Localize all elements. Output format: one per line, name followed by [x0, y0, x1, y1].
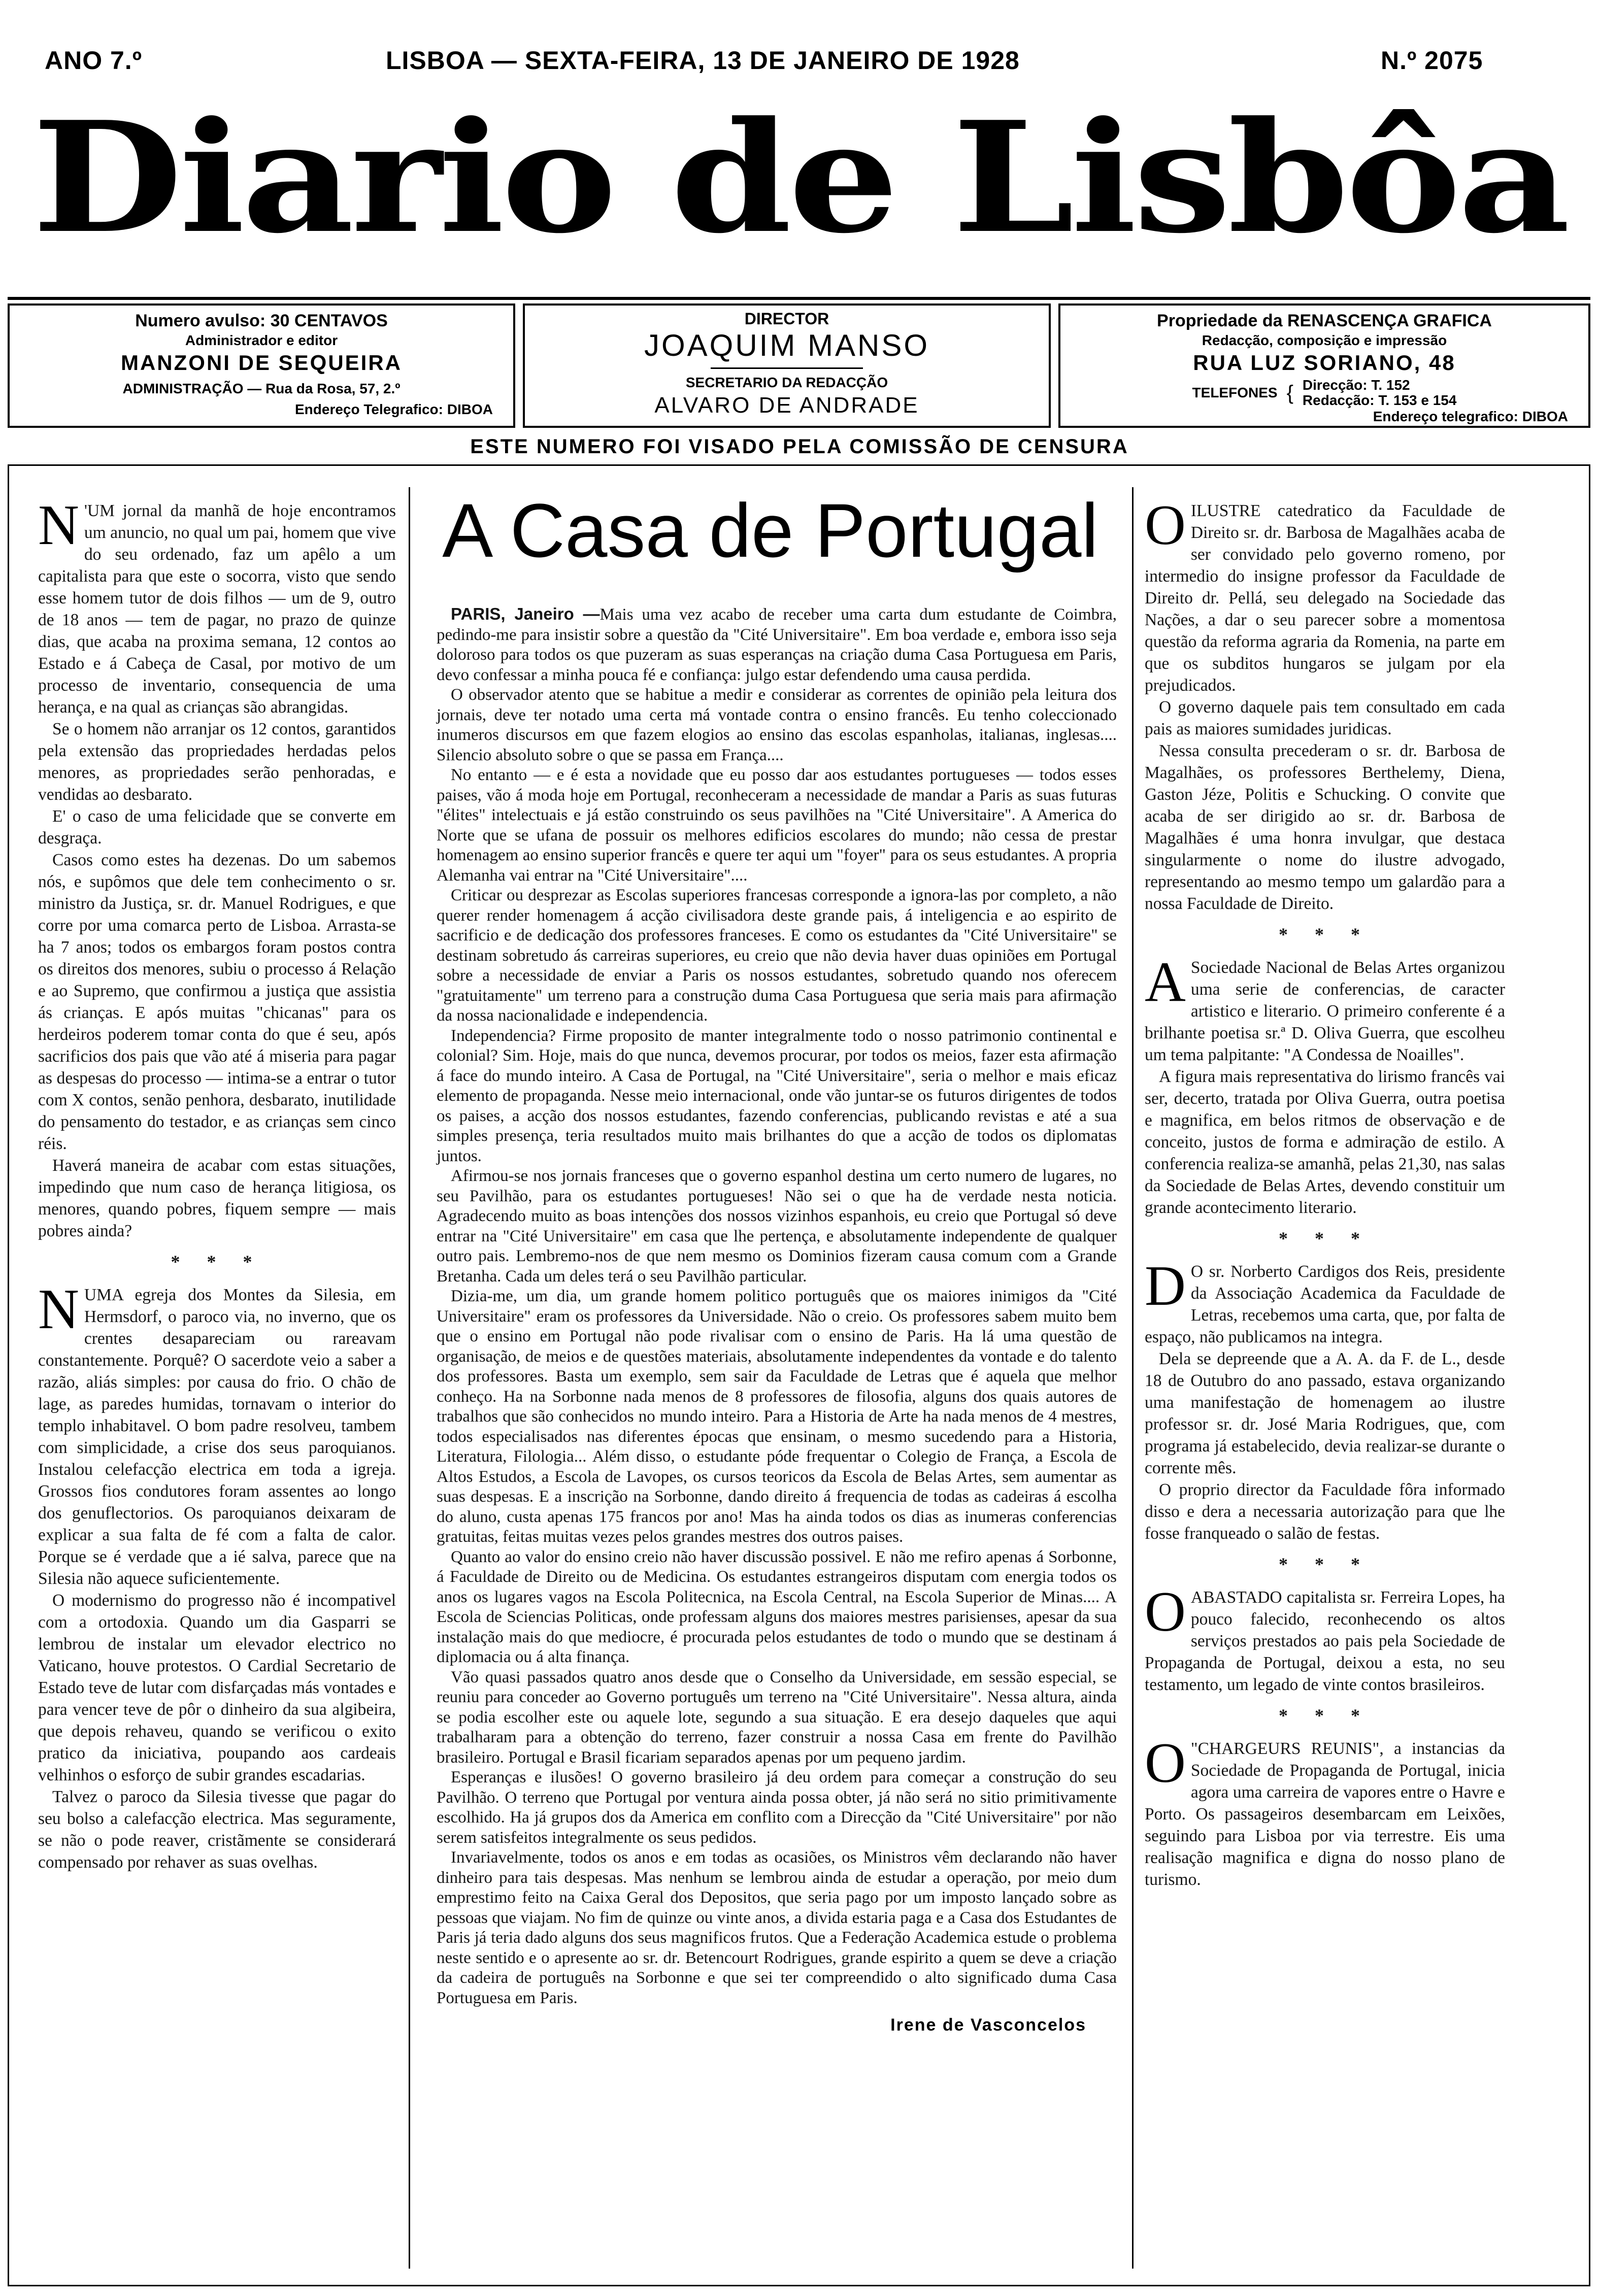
headline: A Casa de Portugal: [442, 488, 1098, 573]
director-name: JOAQUIM MANSO: [644, 328, 930, 362]
paragraph: UMA egreja dos Montes da Silesia, em Hermsdorf, o paroco via, no inverno, que os crentes desapareciam ou rareavam constantemente. Porquê? O sacerdote veio a saber a razão, aliás simples: por causa do frio. O chão de lage, as paredes humidas, tornavam o interior do templo inhabitavel. O bom padre resolveu, tambem com simplicidade, a crise dos seus paroquianos. Instalou celefacção electrica em toda a igreja. Grossos fios condutores foram assentes ao longo dos genuflectorios. Os paroquianos deixaram de explicar a sua falta de fé com a falta de calor. Porque se é verdade que a ié salva, parece que na Silesia não aquece suficientemente.: [38, 1286, 396, 1588]
paragraph: O sr. Norberto Cardigos dos Reis, presidente da Associação Academica da Faculdade de Letras, recebemos uma carta, que, por falta de espaço, não publicamos na integra.: [1145, 1262, 1505, 1346]
editor-role: Administrador e editor: [185, 332, 338, 348]
drop-cap: O: [1145, 1732, 1186, 1795]
drop-cap: A: [1145, 951, 1186, 1014]
info-box-right: [1058, 303, 1590, 428]
paragraph: Quanto ao valor do ensino creio não haver discussão possivel. E não me refiro apenas á Sorbonne, á Faculdade de Direito ou de Medicina. Os estudantes estrangeiros disputam com energia todos os anos os lugares vagos na Escola Politecnica, na Escola Central, na Escola Superior de Minas.... A Escola de Sciencias Politicas, onde professam alguns dos maiores mestres parisienses, apesar da sua instalação mais do que mediocre, é procurada pelos estudantes de todo o mundo que se destinam á diplomacia ou á alta finança.: [437, 1547, 1117, 1666]
drop-cap: N: [38, 494, 79, 557]
paragraph: Dela se depreende que a A. A. da F. de L., desde 18 de Outubro do ano passado, estava organizando uma manifestação de homenagem ao ilustre professor sr. dr. José Maria Rodrigues, que, com programa já estabelecido, devia realizar-se durante o corrente mês.: [1145, 1349, 1505, 1477]
author-signature: Irene de Vasconcelos: [890, 2015, 1086, 2035]
paragraph: [437, 604, 1117, 685]
secretary-name: ALVARO DE ANDRADE: [654, 393, 919, 418]
info-box-center: [523, 303, 1051, 428]
telegraph-right: Endereço telegrafico: DIBOA: [1373, 409, 1568, 424]
masthead-title: Diario de Lisbôa: [32, 88, 1567, 267]
censorship-notice: ESTE NUMERO FOI VISADO PELA COMISSÃO DE CENSURA: [470, 435, 1129, 458]
masthead-rule: [8, 297, 1590, 300]
phones-brace: {: [1286, 381, 1293, 404]
paragraph: Vão quasi passados quatro anos desde que o Conselho da Universidade, em sessão especial, se reuniu para conceder ao Governo português um terreno na "Cité Universitaire". Nessa altura, ainda se podia escolher este ou aquele lote, segundo a sua situação. E era desejo daqueles que aqui trabalharam para a obtenção do terreno, fazer construir a nossa Casa em frente do Pavilhão brasileiro. Portugal e Brasil ficariam separados apenas por um pequeno jardim.: [437, 1668, 1117, 1767]
issue-number: N.º 2075: [1381, 46, 1483, 75]
section-separator: * * *: [1279, 1228, 1371, 1248]
editor-name: MANZONI DE SEQUEIRA: [120, 351, 403, 375]
article-legacy: [1145, 1580, 1505, 1696]
drop-cap: D: [1145, 1255, 1186, 1318]
paragraph: E' o caso de uma felicidade que se converte em desgraça.: [38, 807, 396, 848]
article-silesia: [38, 1278, 396, 1590]
phones-list: [1303, 378, 1457, 408]
dateline: LISBOA — SEXTA-FEIRA, 13 DE JANEIRO DE 1928: [386, 46, 1020, 75]
paragraph: Esperanças e ilusões! O governo brasileiro já deu ordem para começar a construção do seu Pavilhão. O terreno que Portugal por ventura ainda possa obter, já não será no sitio primitivamente escolhido. Ha já grupos dos da America em conflito com a Direcção da "Cité Universitaire" por não serem satisfeitos integralmente os seus pedidos.: [437, 1768, 1117, 1847]
paragraph-text: Mais uma vez acabo de receber uma carta dum estudante de Coimbra, pedindo-me para insistir sobre a questão da "Cité Universitaire". Em boa verdade e, embora isso seja doloroso para todos os que puzeram as suas esperanças na criação duma Casa Portuguesa em Paris, devo confessar a minha pouca fé e confiança: julgo estar defendendo uma causa perdida.: [437, 605, 1117, 684]
drop-cap: O: [1145, 494, 1186, 557]
paragraph: Talvez o paroco da Silesia tivesse que pagar do seu bolso a calefacção electrica. Mas seguramente, se não o pode reaver, cristãmente se considerará compensado por rehaver as suas ovelhas.: [38, 1787, 396, 1872]
phones-label: TELEFONES: [1192, 385, 1278, 400]
info-box-left: [8, 303, 515, 428]
paragraph: Afirmou-se nos jornais franceses que o governo espanhol destina um certo numero de lugares, no seu Pavilhão, para os estudantes portugueses! Não sei o que ha de verdade nesta noticia. Agradecendo muito as boas intenções dos nossos vizinhos espanhois, eu creio que Portugal só deve entrar na "Cité Universitaire" em casa que lhe pertença, e absolutamente independente de qualquer outro pais. Lembremo-nos de que nem mesmo os Dominios fizeram causa comum com a Grande Bretanha. Cada um deles terá o seu Pavilhão particular.: [437, 1167, 1117, 1286]
paragraph: O proprio director da Faculdade fôra informado disso e dera a necessaria autorização para que lhe fosse franqueado o salão de festas.: [1145, 1480, 1505, 1543]
paragraph: O governo daquele pais tem consultado em cada pais as maiores sumidades juridicas.: [1145, 698, 1505, 738]
paragraph: Se o homem não arranjar os 12 contos, garantidos pela extensão das propriedades herdadas pelos menores, as propriedades serão penhoradas, e vendidas ao desbarato.: [38, 720, 396, 804]
paragraph: No entanto — e é esta a novidade que eu posso dar aos estudantes portugueses — todos esses paises, vão á moda hoje em Portugal, reconheceram a necessidade de mandar a Paris as suas futuras "élites" intelectuais e já estão construindo os seus pavilhões na "Cité Universitaire". A America do Norte que se ufana de possuir os melhores edificios escolares do mundo; não cessa de prestar homenagem ao ensino superior francês e quere ter aqui um "foyer" para os seus estudantes. A propria Alemanha vai entrar na "Cité Universitaire"....: [437, 766, 1117, 885]
left-column: [38, 494, 396, 1873]
paragraph: Independencia? Firme proposito de manter integralmente todo o nosso patrimonio continental e colonial? Sim. Hoje, mais do que nunca, devemos procurar, por todos os meios, fazer esta afirmação á face do mundo inteiro. A Casa de Portugal, na "Cité Universitaire", seria o melhor e mais eficaz elemento de propaganda. Nesse meio internacional, onde vão juntar-se os futuros dirigentes de todos os paises, a acção dos nossos estudantes, fazendo conferencias, publicando revistas e até a sua simples presença, teria resultados muito mais brilhantes do que a acção de todos os diplomatas juntos.: [437, 1026, 1117, 1165]
paragraph: "CHARGEURS REUNIS", a instancias da Sociedade de Propaganda de Portugal, inicia agora uma carreira de vapores entre o Havre e Porto. Os passageiros desembarcam em Leixões, seguindo para Lisboa por via terrestre. Eis uma realisação magnifica e digna do nosso plano de turismo.: [1145, 1739, 1505, 1889]
phones-block: [1060, 378, 1588, 408]
paragraph: 'UM jornal da manhã de hoje encontramos um anuncio, no qual um pai, homem que vive do seu ordenado, faz um apêlo a um capitalista para que este o socorra, visto que sendo esse homem tutor de dois filhos — um de 9, outro de 18 anos — tem de pagar, no prazo de quinze dias, que acaba na proxima semana, 12 contos ao Estado e á Cabeça de Casal, por motivo de um processo de inventario, consequencia de uma herança, e na qual as crianças são abrangidas.: [38, 501, 396, 717]
drop-cap: O: [1145, 1580, 1186, 1643]
phone-newsroom: Redacção: T. 153 e 154: [1302, 392, 1457, 408]
telegraph-left: Endereço Telegrafico: DIBOA: [294, 401, 493, 417]
paragraph: A figura mais representativa do lirismo francês vai ser, decerto, tratada por Oliva Guerra, outra poetisa e magnifica, em belos ritmos de observação e de conceito, justos de forma e admiração de estilo. A conferencia realiza-se amanhã, pelas 21,30, nas salas da Sociedade de Belas Artes, devendo constituir um grande acontecimento literario.: [1145, 1067, 1505, 1217]
article-barbosa: [1145, 494, 1505, 696]
article-chargeurs: [1145, 1732, 1505, 1890]
phone-direction: Direcção: T. 152: [1302, 377, 1410, 393]
owner-text: Propriedade da RENASCENÇA GRAFICA: [1157, 311, 1492, 330]
company-address: RUA LUZ SORIANO, 48: [1193, 351, 1456, 375]
paragraph: Dizia-me, um dia, um grande homem politico português que os maiores inimigos da "Cité Universitaire" eram os professores da Universidade. Não o creio. Os professores sabem muito bem que o ensino em Portugal não pode rivalisar com o ensino de Paris. Ha lá uma questão de organisação, de meios e de questões materiais, absolutamente independentes da vontade e do talento dos professores. Basta um exemplo, sem sair da Faculdade de Letras que é aquela que melhor conheço. Ha na Sorbonne nada menos de 8 professores de filosofia, alguns dos quais autores de trabalhos que são conhecidos no mundo inteiro. Para a Historia de Arte ha nada menos de 4 mestres, todos especialisados nas diferentes épocas que ensinam, o mesmo sucedendo para a Historia, Literatura, Filologia... Além disso, o estudante póde frequentar o Colegio de França, a Escola de Altos Estudos, a Escola de Lavopes, os cursos teoricos da Escola de Belas Artes, sem aumentar as suas despesas. E a inscrição na Sorbonne, dando direito á frequencia de todas as cadeiras á escolha do aluno, custa apenas 175 francos por ano! Mas ha ainda todos os dias as inumeras conferencias gratuitas, feitas muitas vezes pelos grandes mestres dos outros paises.: [437, 1287, 1117, 1546]
article-belas-artes: [1145, 951, 1505, 1066]
column-rule-left: [409, 487, 410, 2269]
section-separator: * * *: [171, 1252, 263, 1272]
secretary-label: SECRETARIO DA REDACÇÃO: [685, 375, 888, 390]
year-label: ANO 7.º: [45, 46, 142, 75]
paragraph: Haverá maneira de acabar com estas situações, impedindo que num caso de herança litigiosa, os menores, quando pobres, fiquem sempre — mais pobres ainda?: [38, 1156, 396, 1240]
right-column: [1145, 494, 1505, 1890]
administration-address: ADMINISTRAÇÃO — Rua da Rosa, 57, 2.º: [122, 381, 401, 396]
paragraph: Criticar ou desprezar as Escolas superiores francesas corresponde a ignora-las por completo, a não querer render homenagem á acção civilisadora deste grande pais, á inteligencia e ao espirito de sacrificio e de dedicação dos professores franceses. E como os estudantes da "Cité Universitaire" se destinam sobretudo ás carreiras superiores, eu creio que não devia haver duas opiniões em Portugal sobre a necessidade de enviar a Paris os nossos estudantes, sobretudo quando nos oferecem "gratuitamente" um terreno para a construção duma Casa Portuguesa que seria mais para afirmação da nossa nacionalidade e independencia.: [437, 886, 1117, 1025]
paragraph: Invariavelmente, todos os anos e em todas as ocasiões, os Ministros vêm declarando não haver dinheiro para tais despesas. Mas nenhum se lembrou ainda de estudar a operação, por meio dum emprestimo feito na Caixa Geral dos Depositos, que seria pago por um imposto lançado sobre as pessoas que viajam. No fim de quinze ou vinte anos, a divida estaria paga e a Casa dos Estudantes de Paris já teria dado alguns dos seus magnificos frutos. Que a Federação Academica estude o problema neste sentido e o apresente ao sr. dr. Betencourt Rodrigues, grande espirito a quem se deve a criação da cadeira de português na Sorbonne e que sei ter compreendido o alto significado duma Casa Portuguesa em Paris.: [437, 1848, 1117, 2007]
column-rule-right: [1132, 487, 1134, 2269]
article-associacao: [1145, 1255, 1505, 1348]
paragraph: Nessa consulta precederam o sr. dr. Barbosa de Magalhães, os professores Berthelemy, Diena, Gaston Jéze, Politis e Schucking. O convite que acaba de ser dirigido ao sr. dr. Barbosa de Magalhães é uma honra invulgar, que destaca singularmente o nome do ilustre advogado, representando ao mesmo tempo um galardão para a nossa Faculdade de Direito.: [1145, 741, 1505, 913]
paragraph: O modernismo do progresso não é incompativel com a ortodoxia. Quando um dia Gasparri se lembrou de instalar um elevador electrico no Vaticano, houve protestos. O Cardial Secretario de Estado teve de lutar com disfarçadas más vontades e para vencer teve de pôr o dinheiro da sua algibeira, que depois rehaveu, quando se verificou o exito pratico da iniciativa, poupando aos cardeais velhinhos o esforço de subir grandes escadarias.: [38, 1591, 396, 1784]
paragraph: ILUSTRE catedratico da Faculdade de Direito sr. dr. Barbosa de Magalhães acaba de ser convidado pelo governo romeno, por intermedio do insigne professor da Faculdade de Direito dr. Pellá, seu delegado na Sociedade das Nações, a dar o seu parecer sobre a momentosa questão da reforma agraria da Romenia, na parte em que os subditos hungaros se julgam por ela prejudicados.: [1145, 501, 1505, 695]
section-separator: * * *: [1279, 1554, 1371, 1574]
paragraph: Casos como estes ha dezenas. Do um sabemos nós, e supômos que dele tem conhecimento o sr. ministro da Justiça, sr. dr. Manuel Rodrigues, e que corre por uma comarca perto de Lisboa. Arrasta-se ha 7 anos; todos os embargos foram postos contra os direitos dos menores, subiu o processo á Relação e ao Supremo, que confirmou a justiça que assistia ás crianças. E após muitas "chicanas" para os herdeiros poderem tomar conta do que é seu, após sacrificios dos pais que vão até á miseria para pagar as despesas do processo — intima-se a entrar o tutor com X contos, senão penhora, desbarato, inutilidade do pensamento do testador, e as crianças sem cinco réis.: [38, 851, 396, 1153]
paragraph: Sociedade Nacional de Belas Artes organizou uma serie de conferencias, de caracter artistico e literario. O primeiro conferente é a brilhante poetisa sr.ª D. Oliva Guerra, que escolheu um tema palpitante: "A Condessa de Noailles".: [1145, 958, 1505, 1064]
section-separator: * * *: [1279, 924, 1371, 944]
paragraph: O observador atento que se habitue a medir e considerar as correntes de opinião pela leitura dos jornais, deve ter notado uma certa má vontade contra o ensino francês. Eu tenho coleccionado inumeros discursos em que fazem elogios ao ensino das escolas espanholas, italianas, inglesas.... Silencio absoluto sobre o que se passa em França....: [437, 686, 1117, 764]
center-article: [437, 604, 1117, 2036]
drop-cap: N: [38, 1278, 79, 1341]
director-divider: [711, 367, 863, 369]
section-separator: * * *: [1279, 1705, 1371, 1726]
price-text: Numero avulso: 30 CENTAVOS: [135, 311, 388, 330]
services-text: Redacção, composição e impressão: [1202, 332, 1447, 348]
paragraph: ABASTADO capitalista sr. Ferreira Lopes, ha pouco falecido, reconhecendo os altos serviços prestados ao pais pela Sociedade de Propaganda de Portugal, deixou a esta, no seu testamento, um legado de vinte contos brasileiros.: [1145, 1588, 1505, 1694]
article-dateline: PARIS, Janeiro —: [451, 604, 600, 623]
director-label: DIRECTOR: [744, 310, 829, 328]
article-inheritance: [38, 494, 396, 718]
